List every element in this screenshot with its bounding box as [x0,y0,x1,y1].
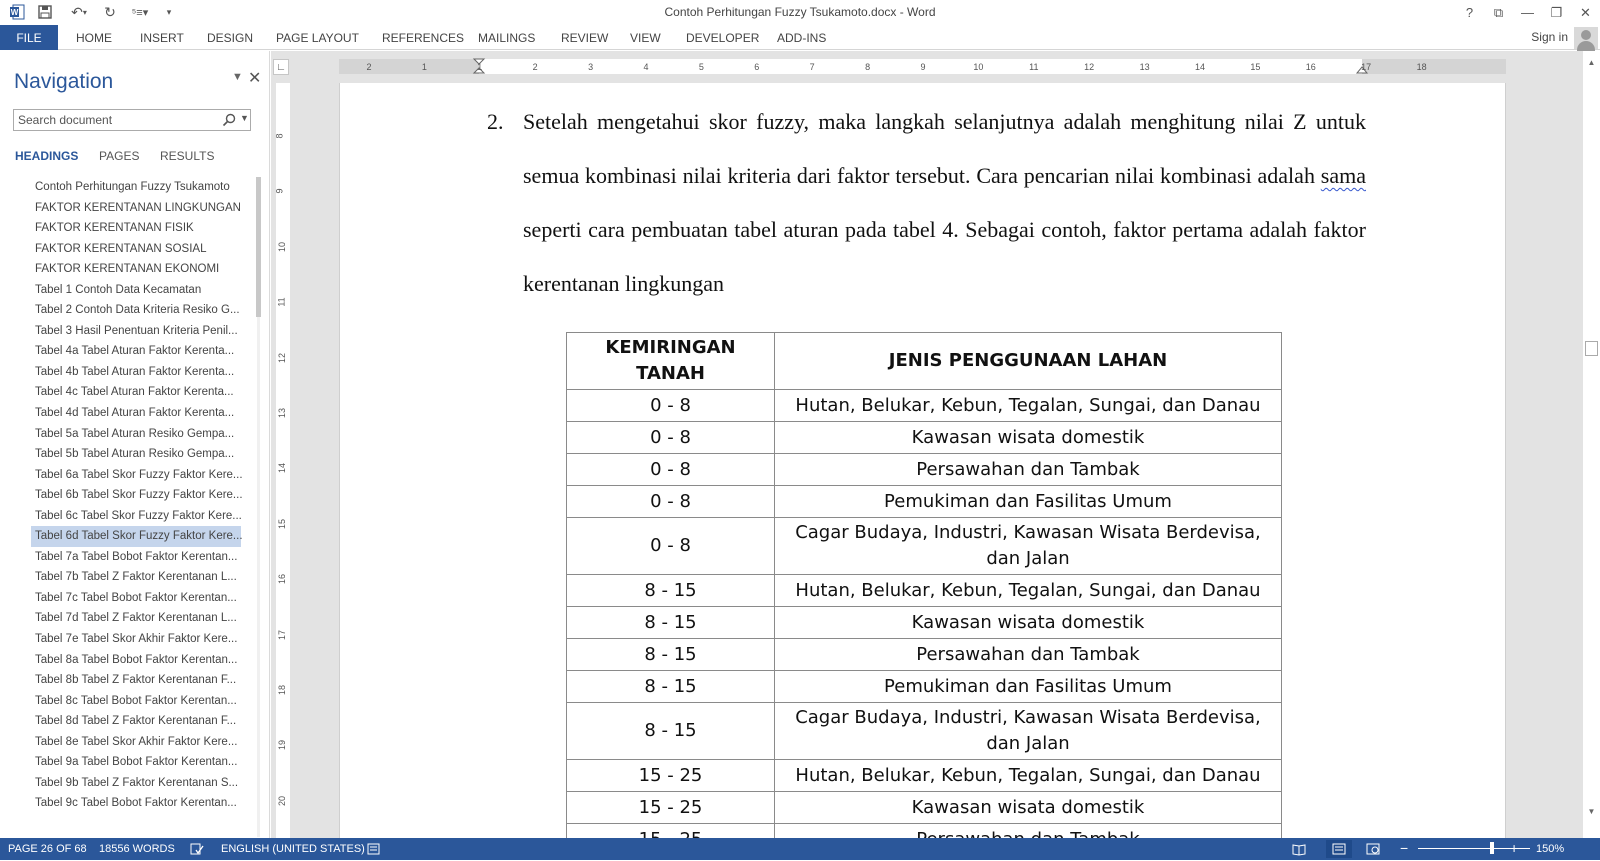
proofing-icon[interactable] [190,843,204,858]
document-canvas [271,51,1600,838]
document-page[interactable] [339,83,1506,853]
table-cell[interactable]: 8 - 15 [567,607,775,639]
ruler-tick-label: 16 [1305,62,1316,72]
table-row [567,454,1282,486]
nav-heading-item[interactable]: Tabel 7e Tabel Skor Akhir Faktor Kere... [35,633,238,646]
help-icon[interactable]: ? [1465,5,1474,20]
ruler-tick-label: 2 [532,62,538,72]
ruler-tick-label: 8 [865,62,871,72]
ruler-tick-label: 17 [1361,62,1372,72]
language-indicator[interactable]: ENGLISH (UNITED STATES) [221,843,365,855]
vertical-ruler[interactable] [276,83,290,843]
table-row [567,607,1282,639]
nav-heading-item[interactable]: Tabel 6c Tabel Skor Fuzzy Faktor Kere... [35,509,242,522]
data-table[interactable] [566,332,1282,856]
table-cell[interactable]: Hutan, Belukar, Kebun, Tegalan, Sungai, dan Danau [775,390,1282,422]
table-header-cell: KEMIRINGAN TANAH [567,333,775,390]
close-icon[interactable]: ✕ [1580,4,1591,20]
nav-title: Navigation [14,70,114,93]
table-row [567,671,1282,703]
table-row [567,639,1282,671]
redo-icon[interactable]: ↻ [104,3,116,20]
nav-heading-item[interactable]: Tabel 8c Tabel Bobot Faktor Kerentan... [35,694,237,707]
tab-pages[interactable]: PAGES [99,149,140,163]
close-icon[interactable]: ✕ [248,70,262,87]
search-box [13,109,251,131]
ruler-tick-label: 18 [277,684,288,696]
nav-heading-item[interactable]: Tabel 7a Tabel Bobot Faktor Kerentan... [35,550,238,563]
tab-stop-selector[interactable]: ∟ [273,59,289,75]
ruler-tick-label: 10 [973,62,984,72]
ruler-tick-label: 1 [421,62,427,72]
zoom-level[interactable]: 150% [1536,843,1565,855]
table-header-row [567,333,1282,390]
nav-scrollbar-thumb[interactable] [256,177,261,317]
table-cell[interactable]: Pemukiman dan Fasilitas Umum [775,671,1282,703]
ruler-tick-label: 8 [274,133,285,139]
window-title: Contoh Perhitungan Fuzzy Tsukamoto.docx - Word [664,5,936,19]
ruler-tick-label: 3 [588,62,594,72]
ruler-tick-label: 11 [276,297,287,307]
nav-heading-item[interactable]: Tabel 9b Tabel Z Faktor Kerentanan S... [35,776,239,789]
ruler-tick-label: 18 [1416,62,1427,72]
window-controls [1455,0,1600,25]
nav-heading-item[interactable]: Tabel 7c Tabel Bobot Faktor Kerentan... [35,591,237,604]
nav-heading-item[interactable]: FAKTOR KERENTANAN FISIK [35,222,194,235]
zoom-in-button[interactable]: + [1510,840,1519,856]
navigation-pane [0,51,270,838]
nav-heading-item[interactable]: FAKTOR KERENTANAN LINGKUNGAN [35,201,241,214]
nav-scrollbar[interactable] [252,177,266,837]
table-cell[interactable]: Pemukiman dan Fasilitas Umum [775,486,1282,518]
nav-heading-item[interactable]: Tabel 5b Tabel Aturan Resiko Gempa... [35,448,235,461]
table-cell[interactable]: 15 - 25 [567,792,775,824]
nav-heading-item[interactable]: Tabel 6d Tabel Skor Fuzzy Faktor Kere... [31,526,241,547]
svg-text:W: W [10,8,19,17]
zoom-out-button[interactable]: − [1400,840,1409,856]
avatar[interactable] [1574,27,1598,49]
read-mode-icon[interactable] [1292,843,1306,858]
page-indicator[interactable]: PAGE 26 OF 68 [8,843,87,855]
nav-heading-item[interactable]: FAKTOR KERENTANAN SOSIAL [35,242,207,255]
table-cell[interactable]: Hutan, Belukar, Kebun, Tegalan, Sungai, dan Danau [775,760,1282,792]
nav-heading-item[interactable]: Tabel 7b Tabel Z Faktor Kerentanan L... [35,571,237,584]
sign-in-link[interactable]: Sign in [1531,30,1568,44]
scroll-up-icon[interactable]: ▲ [1587,58,1596,67]
chevron-down-icon[interactable]: ▼ [240,113,249,123]
styles-icon[interactable]: ⁵≡▾ [131,6,149,19]
headings-list [31,177,241,814]
nav-heading-item[interactable]: Tabel 9c Tabel Bobot Faktor Kerentan... [35,797,237,810]
ruler-tick-label: 13 [277,407,288,419]
title-bar [0,0,1600,25]
table-cell[interactable]: Persawahan dan Tambak [775,454,1282,486]
table-cell[interactable]: Cagar Budaya, Industri, Kawasan Wisata Berdevisa, dan Jalan [775,518,1282,575]
table-cell[interactable]: Kawasan wisata domestik [775,607,1282,639]
ruler-left-margin [339,59,479,74]
table-cell[interactable]: 0 - 8 [567,422,775,454]
ruler-tick-label: 9 [274,188,285,194]
ruler-tick-label: 16 [277,574,288,585]
tab-review[interactable]: REVIEW [561,30,609,45]
table-row [567,575,1282,607]
scroll-down-icon[interactable]: ▼ [1587,807,1596,816]
chevron-down-icon[interactable]: ▼ [232,71,243,83]
nav-heading-item[interactable]: Tabel 4b Tabel Aturan Faktor Kerenta... [35,365,235,378]
nav-heading-item[interactable]: Tabel 7d Tabel Z Faktor Kerentanan L... [35,612,237,625]
table-row [567,703,1282,760]
table-row [567,760,1282,792]
table-cell[interactable]: 8 - 15 [567,639,775,671]
web-layout-icon[interactable] [1366,843,1380,858]
horizontal-ruler[interactable] [339,59,1506,74]
ruler-tick-label: 12 [277,352,288,363]
ruler-tick-label: 10 [277,241,288,252]
ribbon-display-icon[interactable]: ⧉ [1493,4,1504,20]
tab-insert[interactable]: INSERT [140,30,184,45]
table-cell[interactable]: 0 - 8 [567,486,775,518]
table-body [567,390,1282,856]
nav-heading-item[interactable]: Tabel 4a Tabel Aturan Faktor Kerenta... [35,345,235,358]
word-count[interactable]: 18556 WORDS [99,843,175,855]
tab-page-layout[interactable]: PAGE LAYOUT [276,30,359,45]
table-cell[interactable]: Kawasan wisata domestik [775,422,1282,454]
tab-results[interactable]: RESULTS [160,149,215,163]
table-header-cell: JENIS PENGGUNAAN LAHAN [775,333,1282,390]
table-cell[interactable]: 8 - 15 [567,575,775,607]
table-row [567,486,1282,518]
ruler-tick-label: 11 [1029,62,1039,72]
table-row [567,518,1282,575]
tab-add-ins[interactable]: ADD-INS [777,30,827,45]
nav-heading-item[interactable]: Contoh Perhitungan Fuzzy Tsukamoto [35,181,230,193]
tab-headings[interactable]: HEADINGS [15,149,79,163]
restore-icon[interactable]: ❐ [1550,4,1563,20]
ruler-tick-label: 20 [277,795,288,806]
ruler-tick-label: 15 [277,518,288,529]
table-cell[interactable]: Cagar Budaya, Industri, Kawasan Wisata Berdevisa, dan Jalan [775,703,1282,760]
ruler-tick-label: 14 [1194,62,1206,72]
tab-view[interactable]: VIEW [630,30,661,45]
search-input[interactable] [14,110,214,130]
ruler-tick-label: 7 [809,62,815,72]
ruler-tick-label: 14 [277,463,288,474]
table-row [567,422,1282,454]
tab-home[interactable]: HOME [76,30,112,45]
table-cell[interactable]: 0 - 8 [567,390,775,422]
ruler-tick-label: 17 [277,629,288,640]
table-cell[interactable]: Kawasan wisata domestik [775,792,1282,824]
nav-heading-item[interactable]: Tabel 4d Tabel Aturan Faktor Kerenta... [35,407,235,420]
ruler-tick-label: 5 [698,62,704,72]
table-cell[interactable]: 8 - 15 [567,671,775,703]
nav-heading-item[interactable]: Tabel 8b Tabel Z Faktor Kerentanan F... [35,674,237,687]
macro-record-icon[interactable] [367,843,380,858]
nav-heading-item[interactable]: Tabel 1 Contoh Data Kecamatan [35,283,202,296]
nav-heading-item[interactable]: Tabel 8a Tabel Bobot Faktor Kerentan... [35,653,238,666]
paragraph-text-2: seperti cara pembuatan tabel aturan pada tabel 4. Sebagai contoh, faktor pertama adalah faktor kerentanan lingkungan [523,217,1366,296]
nav-heading-item[interactable]: Tabel 8d Tabel Z Faktor Kerentanan F... [35,715,237,728]
tab-file[interactable]: FILE [0,25,58,50]
nav-heading-item[interactable]: Tabel 2 Contoh Data Kriteria Resiko G... [35,304,240,317]
ruler-tick-label: 12 [1084,62,1095,72]
ruler-tick-label: 13 [1139,62,1150,72]
ruler-tick-label: 2 [366,62,372,72]
list-number: 2. [487,109,504,134]
nav-heading-item[interactable]: Tabel 6a Tabel Skor Fuzzy Faktor Kere... [35,468,243,481]
minimize-icon[interactable]: — [1521,5,1534,20]
zoom-slider-thumb[interactable] [1490,842,1494,854]
tab-references[interactable]: REFERENCES [382,30,465,45]
table-cell[interactable]: 0 - 8 [567,454,775,486]
paragraph[interactable] [487,95,1366,311]
ruler-tick-label: 4 [643,62,649,72]
print-layout-icon[interactable] [1326,840,1352,858]
scroll-thumb[interactable] [1585,341,1598,356]
nav-heading-item[interactable]: Tabel 6b Tabel Skor Fuzzy Faktor Kere... [35,489,243,502]
table-cell[interactable]: 15 - 25 [567,760,775,792]
undo-icon[interactable]: ↶ ▾ [71,3,87,20]
ruler-tick-label: 1 [477,62,483,72]
nav-heading-item[interactable]: Tabel 5a Tabel Aturan Resiko Gempa... [35,427,235,440]
search-icon[interactable] [222,113,236,127]
vertical-scrollbar[interactable] [1583,51,1600,838]
table-cell[interactable]: Persawahan dan Tambak [775,639,1282,671]
ribbon-tab-bar [0,25,1600,50]
ruler-tick-label: 6 [754,62,760,72]
status-bar [0,838,1600,860]
customize-icon[interactable]: ▾ [166,6,172,17]
table-cell[interactable]: Hutan, Belukar, Kebun, Tegalan, Sungai, dan Danau [775,575,1282,607]
table-row [567,390,1282,422]
ruler-tick-label: 15 [1250,62,1261,72]
table-cell[interactable]: 0 - 8 [567,518,775,575]
tab-mailings[interactable]: MAILINGS [478,30,536,45]
table-cell[interactable]: 8 - 15 [567,703,775,760]
nav-heading-item[interactable]: Tabel 3 Hasil Penentuan Kriteria Penil... [35,324,238,337]
spelling-error-word[interactable]: sama [1320,163,1366,188]
ruler-tick-label: 9 [920,62,926,72]
nav-heading-item[interactable]: FAKTOR KERENTANAN EKONOMI [35,263,220,276]
nav-heading-item[interactable]: Tabel 8e Tabel Skor Akhir Faktor Kere... [35,735,238,748]
nav-heading-item[interactable]: Tabel 9a Tabel Bobot Faktor Kerentan... [35,756,238,769]
paragraph-text-1: Setelah mengetahui skor fuzzy, maka langkah selanjutnya adalah menghitung nilai Z untuk semua kombinasi nilai kriteria dari faktor tersebut. Cara pencarian nilai kombinasi adalah [523,109,1366,188]
table-row [567,792,1282,824]
tab-developer[interactable]: DEVELOPER [686,30,760,45]
tab-design[interactable]: DESIGN [207,30,254,45]
ruler-tick-label: 19 [277,740,288,751]
ruler-right-margin [1362,59,1506,74]
nav-heading-item[interactable]: Tabel 4c Tabel Aturan Faktor Kerenta... [35,386,234,399]
